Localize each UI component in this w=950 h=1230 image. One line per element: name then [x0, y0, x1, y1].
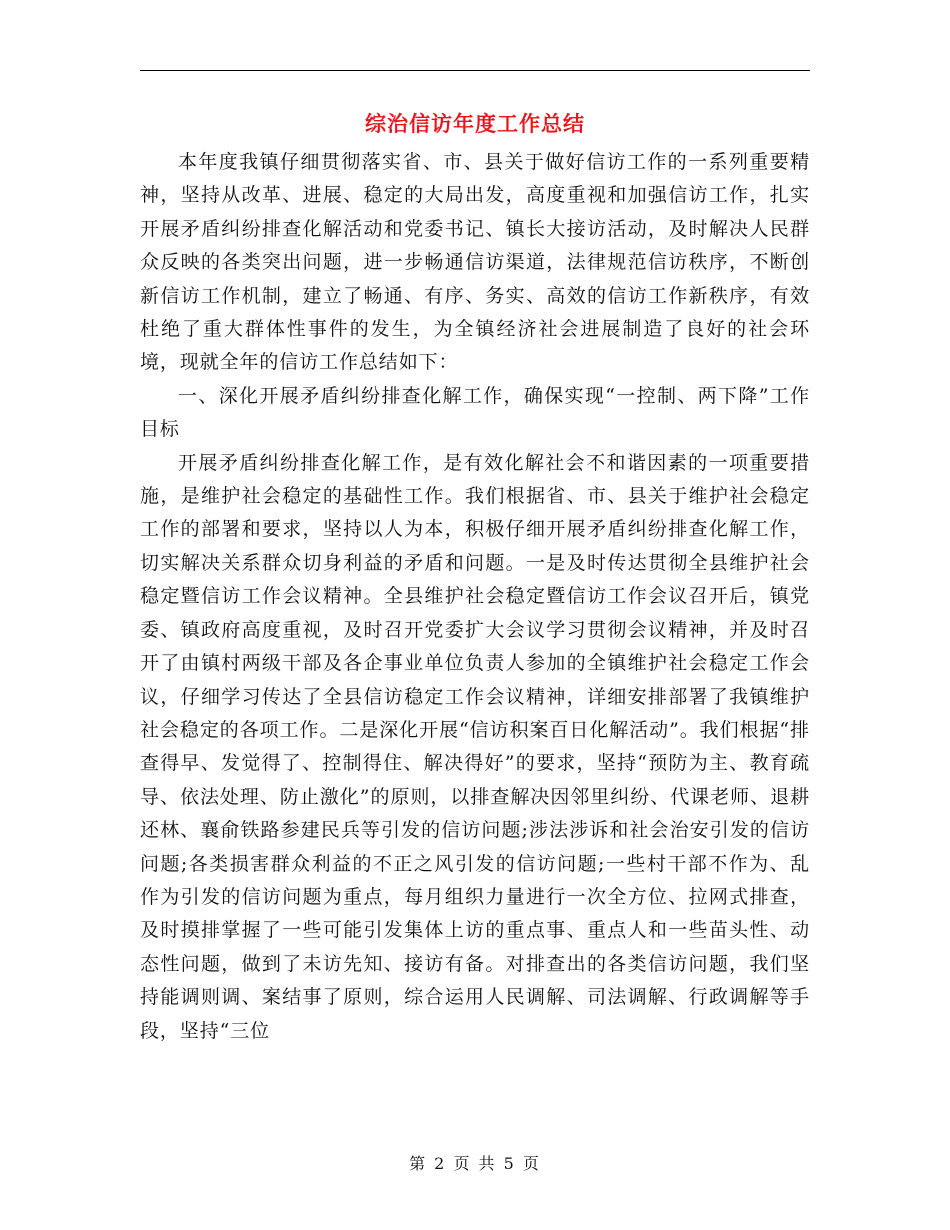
page-number: 第 2 页 共 5 页 — [409, 1154, 541, 1173]
paragraph-intro: 本年度我镇仔细贯彻落实省、市、县关于做好信访工作的一系列重要精神，坚持从改革、进展、稳定的大局出发，高度重视和加强信访工作，扎实开展矛盾纠纷排查化解活动和党委书记、镇长大接访活动，及时解决人民群众反映的各类突出问题，进一步畅通信访渠道，法律规范信访秩序，不断创新信访工作机制，建立了畅通、有序、务实、高效的信访工作新秩序，有效杜绝了重大群体性事件的发生，为全镇经济社会进展制造了良好的社会环境，现就全年的信访工作总结如下： — [140, 151, 810, 374]
paragraph-section-1: 开展矛盾纠纷排查化解工作，是有效化解社会不和谐因素的一项重要措施，是维护社会稳定的基础性工作。我们根据省、市、县关于维护社会稳定工作的部署和要求，坚持以人为本，积极仔细开展矛盾纠纷排查化解工作，切实解决关系群众切身利益的矛盾和问题。一是及时传达贯彻全县维护社会稳定暨信访工作会议精神。全县维护社会稳定暨信访工作会议召开后，镇党委、镇政府高度重视，及时召开党委扩大会议学习贯彻会议精神，并及时召开了由镇村两级干部及各企事业单位负责人参加的全镇维护社会稳定工作会议，仔细学习传达了全县信访稳定工作会议精神，详细安排部署了我镇维护社会稳定的各项工作。二是深化开展“信访积案百日化解活动”。我们根据“排查得早、发觉得了、控制得住、解决得好”的要求，坚持“预防为主、教育疏导、依法处理、防止激化”的原则，以排查解决因邻里纠纷、代课老师、退耕还林、襄俞铁路参建民兵等引发的信访问题;涉法涉诉和社会治安引发的信访问题;各类损害群众利益的不正之风引发的信访问题;一些村干部不作为、乱作为引发的信访问题为重点，每月组织力量进行一次全方位、拉网式排查，及时摸排掌握了一些可能引发集体上访的重点事、重点人和一些苗头性、动态性问题，做到了未访先知、接访有备。对排查出的各类信访问题，我们坚持能调则调、案结事了原则，综合运用人民调解、司法调解、行政调解等手段，坚持“三位 — [140, 451, 810, 1042]
header-rule — [140, 70, 810, 71]
section-heading-1: 一、深化开展矛盾纠纷排查化解工作，确保实现“一控制、两下降”工作目标 — [140, 384, 810, 441]
document-title: 综治信访年度工作总结 — [365, 111, 585, 136]
document-body — [140, 146, 810, 1048]
